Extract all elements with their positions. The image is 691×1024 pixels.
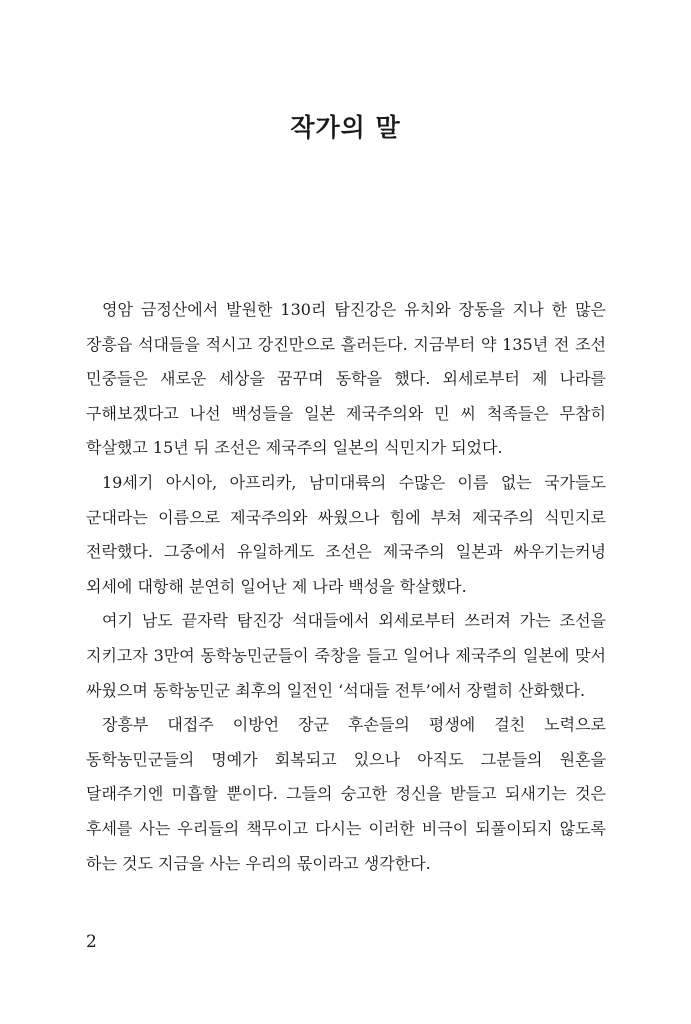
paragraph-4: 장흥부 대접주 이방언 장군 후손들의 평생에 걸친 노력으로 동학농민군들의 명예가 회복되고 있으나 아직도 그분들의 원혼을 달래주기엔 미흡할 뿐이다. 그들의 숭고한 정신을 받들고 되새기는 것은 후세를 사는 우리들의 책무이고 다시는 이러한 비극이 되풀이되지 않도록 하는 것도 지금을 사는 우리의 몫이라고 생각한다. <box>86 715 606 873</box>
paragraph-2: 19세기 아시아, 아프리카, 남미대륙의 수많은 이름 없는 국가들도 군대라는 이름으로 제국주의와 싸웠으나 힘에 부쳐 제국주의 식민지로 전락했다. 그중에서 유일하게도 조선은 제국주의 일본과 싸우기는커녕 외세에 대항해 분연히 일어난 제 나라 백성을 학살했다. <box>86 472 606 596</box>
body-text <box>86 293 606 881</box>
paragraph-3: 여기 남도 끝자락 탐진강 석대들에서 외세로부터 쓰러져 가는 조선을 지키고자 3만여 동학농민군들이 죽창을 들고 일어나 제국주의 일본에 맞서 싸웠으며 동학농민군 최후의 일전인 ‘석대들 전투’에서 장렬히 산화했다. <box>86 611 606 700</box>
paragraph-1: 영암 금정산에서 발원한 130리 탐진강은 유치와 장동을 지나 한 많은 장흥읍 석대들을 적시고 강진만으로 흘러든다. 지금부터 약 135년 전 조선 민중들은 새로운 세상을 꿈꾸며 동학을 했다. 외세로부터 제 나라를 구해보겠다고 나선 백성들을 일본 제국주의와 민 씨 척족들은 무참히 학살했고 15년 뒤 조선은 제국주의 일본의 식민지가 되었다. <box>86 300 606 458</box>
page-number: 2 <box>86 932 97 952</box>
page-title: 작가의 말 <box>290 112 401 142</box>
